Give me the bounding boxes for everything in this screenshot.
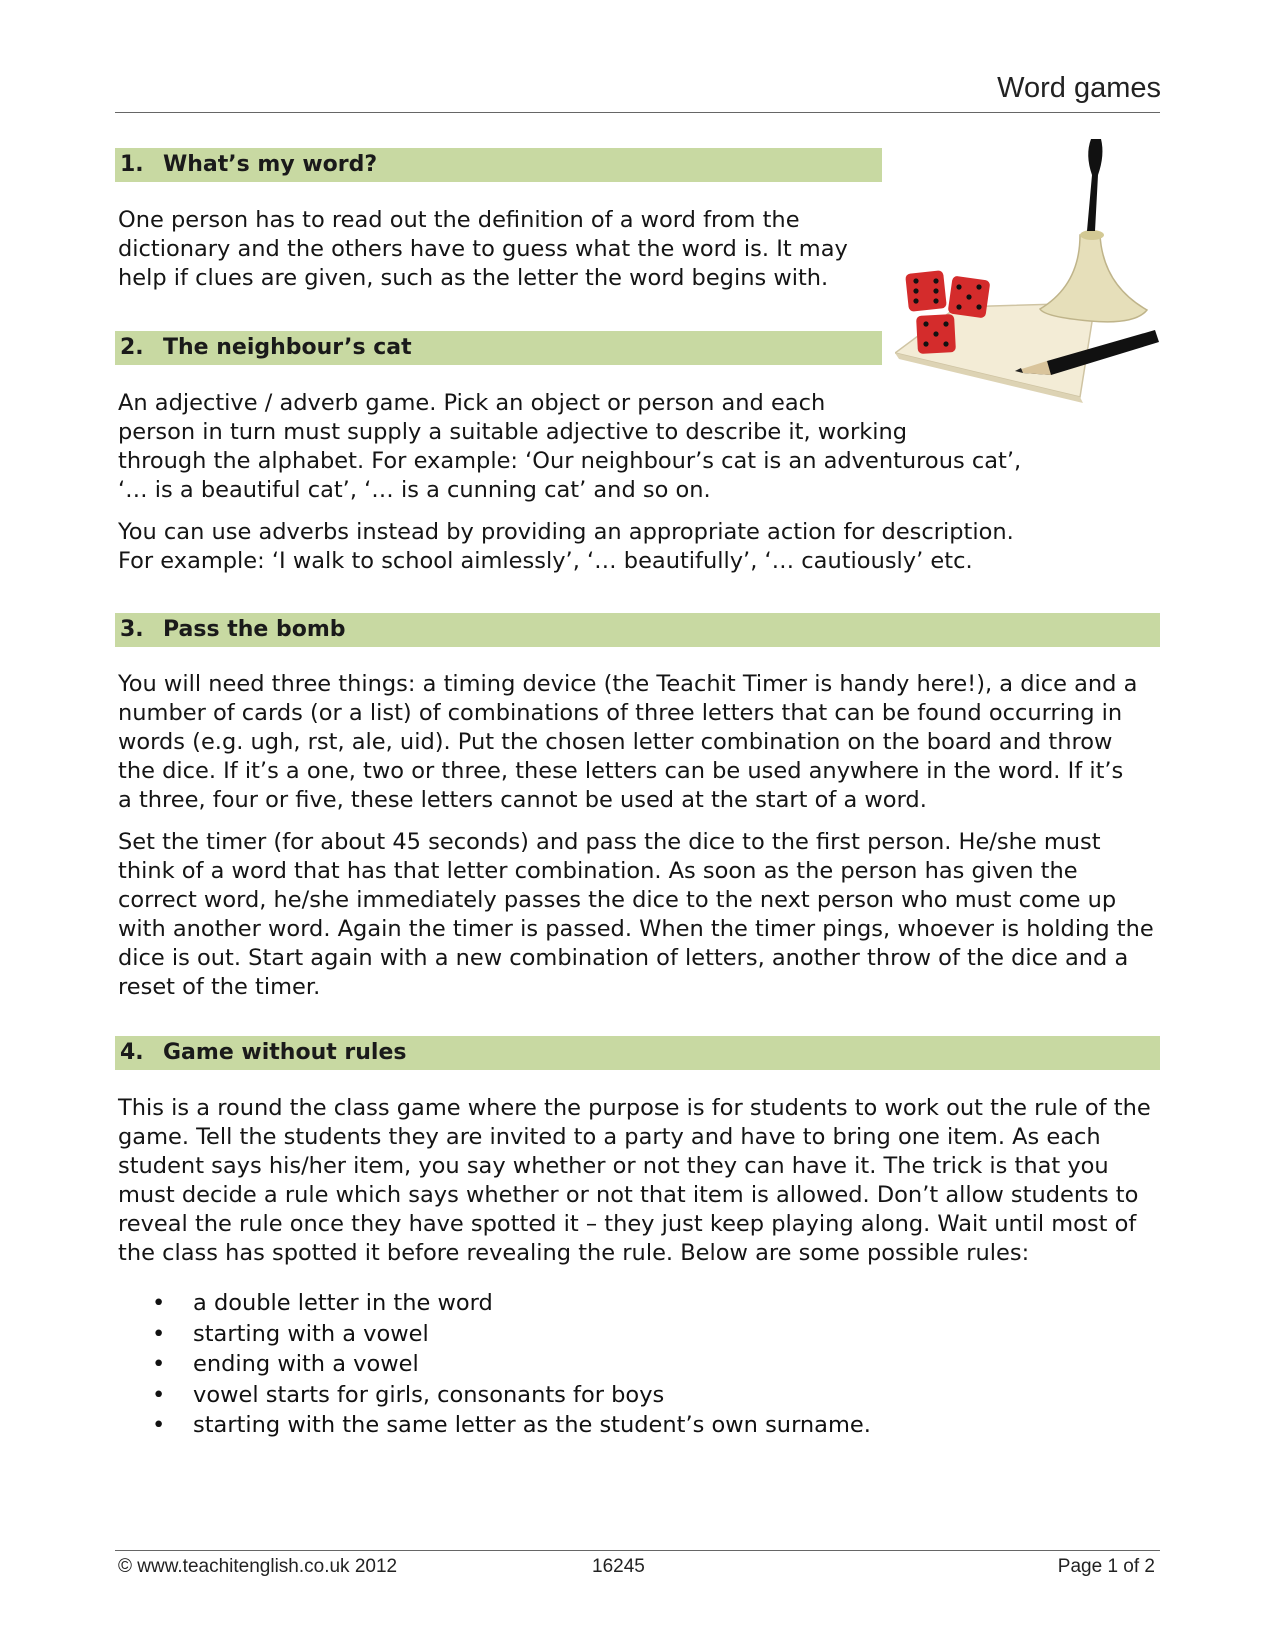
text-line: must decide a rule which says whether or not that item is allowed. Don’t allow students to — [118, 1182, 1139, 1208]
section-4-paragraph-1 — [118, 1094, 1151, 1268]
bullet-icon: • — [152, 1320, 166, 1347]
section-2-paragraph-2 — [118, 518, 1014, 576]
header-rule — [115, 112, 1160, 113]
rules-list — [150, 1288, 871, 1441]
list-item-text: vowel starts for girls, consonants for boys — [193, 1381, 665, 1408]
list-item — [150, 1380, 871, 1411]
text-line: You will need three things: a timing device (the Teachit Timer is handy here!), a dice and a — [118, 671, 1138, 697]
section-number: 2. — [120, 335, 144, 360]
text-line: For example: ‘I walk to school aimlessly’, ‘… beautifully’, ‘… cautiously’ etc. — [118, 548, 973, 574]
list-item — [150, 1410, 871, 1441]
list-item-text: starting with the same letter as the student’s own surname. — [193, 1412, 871, 1438]
list-item — [150, 1349, 871, 1380]
text-line: reveal the rule once they have spotted it – they just keep playing along. Wait until most of — [118, 1211, 1137, 1237]
die-3 — [916, 314, 956, 354]
text-line: the dice. If it’s a one, two or three, these letters can be used anywhere in the word. If it’s — [118, 758, 1124, 784]
text-line: think of a word that has that letter combination. As soon as the person has given the — [118, 858, 1078, 884]
text-line: dictionary and the others have to guess what the word is. It may — [118, 236, 848, 262]
list-item-text: ending with a vowel — [193, 1351, 419, 1377]
text-line: Set the timer (for about 45 seconds) and pass the dice to the first person. He/she must — [118, 829, 1101, 855]
list-item — [150, 1288, 871, 1319]
section-number: 1. — [120, 152, 144, 177]
section-2-paragraph-1 — [118, 389, 1021, 505]
page-title: Word games — [997, 72, 1161, 104]
section-1-paragraph-1 — [118, 206, 848, 293]
section-heading-3 — [115, 613, 1160, 647]
section-3-paragraph-2 — [118, 828, 1154, 1002]
section-heading-4 — [115, 1036, 1160, 1070]
footer-resource-code: 16245 — [592, 1556, 645, 1577]
die-1 — [905, 270, 947, 312]
bullet-icon: • — [152, 1351, 166, 1377]
text-line: through the alphabet. For example: ‘Our neighbour’s cat is an adventurous cat’, — [118, 448, 1022, 474]
text-line: This is a round the class game where the purpose is for students to work out the rule of the — [118, 1095, 1151, 1121]
bullet-icon: • — [152, 1412, 166, 1438]
die-2 — [948, 276, 991, 319]
text-line: game. Tell the students they are invited to a party and have to bring one item. As each — [118, 1124, 1101, 1150]
text-line: the class has spotted it before revealing the rule. Below are some possible rules: — [118, 1240, 1030, 1266]
text-line: ‘… is a beautiful cat’, ‘… is a cunning cat’ and so on. — [118, 477, 711, 503]
section-heading-2 — [115, 331, 882, 365]
text-line: with another word. Again the timer is passed. When the timer pings, whoever is holding the — [118, 916, 1154, 942]
section-title: The neighbour’s cat — [163, 335, 412, 360]
text-line: student says his/her item, you say whether or not they can have it. The trick is that you — [118, 1153, 1109, 1179]
section-title: Pass the bomb — [163, 617, 346, 642]
bullet-icon: • — [152, 1381, 166, 1408]
list-item — [150, 1319, 871, 1350]
text-line: You can use adverbs instead by providing an appropriate action for description. — [118, 519, 1014, 545]
bell-dice-pencil-icon — [895, 135, 1165, 420]
text-line: number of cards (or a list) of combinations of three letters that can be found occurring in — [118, 700, 1123, 726]
section-heading-1 — [115, 148, 882, 182]
text-line: One person has to read out the definition of a word from the — [118, 207, 800, 233]
footer-page-number: Page 1 of 2 — [1057, 1556, 1155, 1577]
text-line: a three, four or five, these letters cannot be used at the start of a word. — [118, 787, 927, 813]
text-line: correct word, he/she immediately passes the dice to the next person who must come up — [118, 887, 1117, 913]
section-number: 4. — [120, 1040, 144, 1065]
bullet-icon: • — [152, 1290, 166, 1316]
section-title: Game without rules — [163, 1040, 407, 1065]
list-item-text: a double letter in the word — [193, 1290, 493, 1316]
list-item-text: starting with a vowel — [193, 1320, 429, 1347]
section-title: What’s my word? — [163, 152, 378, 177]
text-line: person in turn must supply a suitable adjective to describe it, working — [118, 419, 908, 445]
text-line: An adjective / adverb game. Pick an object or person and each — [118, 390, 826, 416]
section-number: 3. — [120, 617, 144, 642]
footer-copyright[interactable]: © www.teachitenglish.co.uk 2012 — [118, 1556, 398, 1577]
text-line: reset of the timer. — [118, 974, 321, 1000]
text-line: words (e.g. ugh, rst, ale, uid). Put the chosen letter combination on the board and throw — [118, 729, 1113, 755]
section-3-paragraph-1 — [118, 670, 1137, 815]
text-line: dice is out. Start again with a new combination of letters, another throw of the dice and a — [118, 945, 1129, 971]
footer-rule — [115, 1550, 1160, 1551]
text-line: help if clues are given, such as the letter the word begins with. — [118, 265, 829, 291]
